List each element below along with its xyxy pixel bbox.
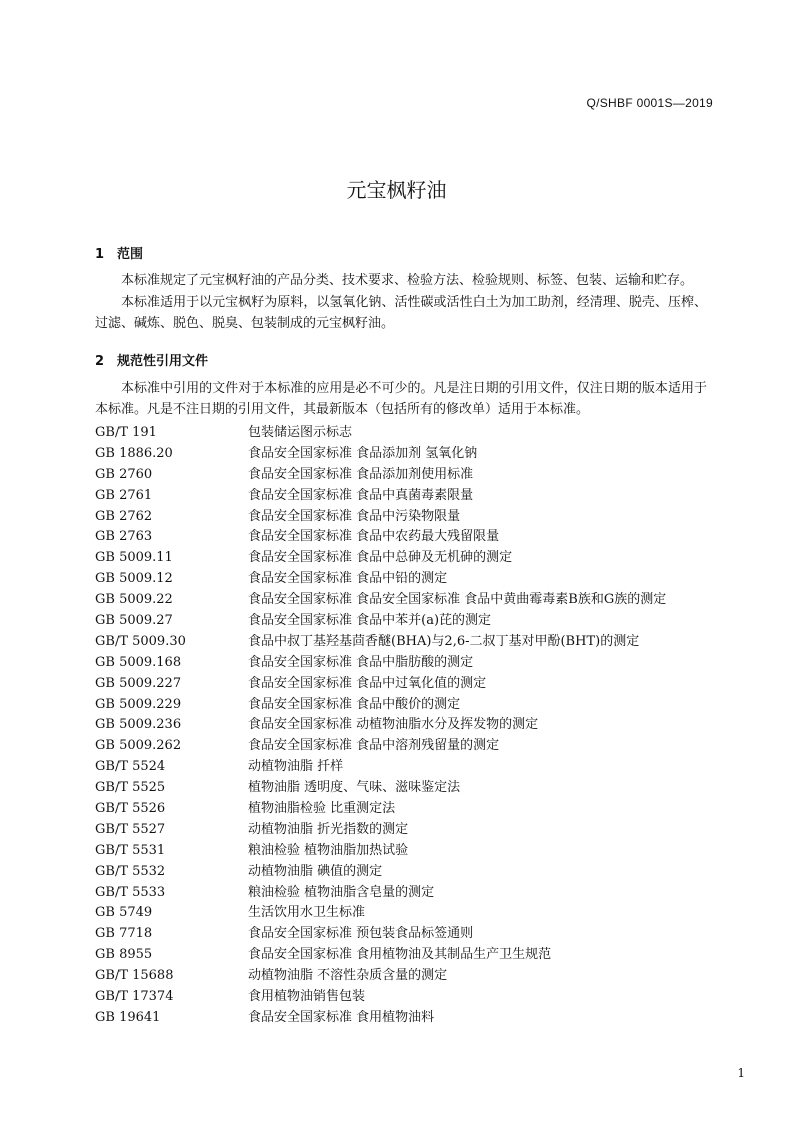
reference-row xyxy=(95,883,715,904)
reference-code: GB 5009.227 xyxy=(95,675,182,691)
reference-code: GB 5009.229 xyxy=(95,696,182,712)
reference-list xyxy=(95,423,715,1029)
section-2-heading xyxy=(95,350,208,369)
reference-code: GB 5009.27 xyxy=(95,613,173,629)
document-title: 元宝枫籽油 xyxy=(346,178,447,202)
reference-title: 粮油检验 植物油脂加热试验 xyxy=(248,842,409,858)
reference-code: GB 8955 xyxy=(95,947,153,963)
reference-code: GB/T 5524 xyxy=(95,759,166,775)
reference-row xyxy=(95,862,715,883)
reference-row xyxy=(95,695,715,716)
reference-title: 食品安全国家标准 食用植物油料 xyxy=(248,1009,435,1025)
section-2-title: 规范性引用文件 xyxy=(117,354,209,369)
reference-code: GB/T 15688 xyxy=(95,968,174,984)
reference-row xyxy=(95,757,715,778)
section-1-number: 1 xyxy=(95,247,105,262)
reference-title: 食品安全国家标准 食品中农药最大残留限量 xyxy=(248,529,500,545)
reference-title: 食品安全国家标准 食品中总砷及无机砷的测定 xyxy=(248,550,513,566)
section-1-heading xyxy=(95,243,143,262)
reference-title: 生活饮用水卫生标准 xyxy=(248,905,366,921)
reference-title: 食品安全国家标准 食品中脂肪酸的测定 xyxy=(248,654,474,670)
reference-row xyxy=(95,841,715,862)
reference-code: GB/T 5527 xyxy=(95,821,166,837)
reference-row xyxy=(95,903,715,924)
reference-title: 食品安全国家标准 食品中真菌毒素限量 xyxy=(248,487,474,503)
reference-title: 食品安全国家标准 食品中铅的测定 xyxy=(248,571,448,587)
reference-row xyxy=(95,486,715,507)
reference-row xyxy=(95,799,715,820)
reference-code: GB 5009.22 xyxy=(95,592,173,608)
reference-row xyxy=(95,548,715,569)
reference-title: 食品安全国家标准 食品中污染物限量 xyxy=(248,508,461,524)
reference-code: GB 5009.12 xyxy=(95,571,173,587)
reference-row xyxy=(95,778,715,799)
reference-title: 食品安全国家标准 食品中苯并(a)芘的测定 xyxy=(248,613,492,629)
reference-row xyxy=(95,966,715,987)
reference-code: GB/T 5009.30 xyxy=(95,633,186,649)
reference-title: 食品安全国家标准 食品添加剂使用标准 xyxy=(248,466,474,482)
reference-row xyxy=(95,736,715,757)
reference-code: GB/T 17374 xyxy=(95,989,174,1005)
reference-row xyxy=(95,507,715,528)
section-2-number: 2 xyxy=(95,354,105,369)
reference-row xyxy=(95,924,715,945)
reference-title: 植物油脂 透明度、气味、滋味鉴定法 xyxy=(248,780,461,796)
reference-row xyxy=(95,423,715,444)
reference-title: 动植物油脂 不溶性杂质含量的测定 xyxy=(248,968,448,984)
reference-row xyxy=(95,465,715,486)
reference-row xyxy=(95,820,715,841)
reference-code: GB/T 5533 xyxy=(95,884,166,900)
reference-title: 植物油脂检验 比重测定法 xyxy=(248,801,396,817)
reference-title: 食品安全国家标准 食品安全国家标准 食品中黄曲霉毒素B族和G族的测定 xyxy=(248,592,667,608)
reference-code: GB 7718 xyxy=(95,926,153,942)
reference-code: GB 2760 xyxy=(95,466,153,482)
page-number: 1 xyxy=(737,1066,745,1080)
reference-code: GB 2762 xyxy=(95,508,153,524)
reference-title: 食品安全国家标准 动植物油脂水分及挥发物的测定 xyxy=(248,717,539,733)
reference-code: GB 2761 xyxy=(95,487,153,503)
reference-code: GB/T 5532 xyxy=(95,863,166,879)
standard-code: Q/SHBF 0001S—2019 xyxy=(586,96,713,110)
reference-title: 食品安全国家标准 食品添加剂 氢氧化钠 xyxy=(248,445,478,461)
reference-title: 食品安全国家标准 食品中过氧化值的测定 xyxy=(248,675,487,691)
reference-row xyxy=(95,527,715,548)
reference-code: GB/T 5531 xyxy=(95,842,166,858)
reference-row xyxy=(95,590,715,611)
reference-title: 动植物油脂 折光指数的测定 xyxy=(248,821,409,837)
reference-code: GB 5009.262 xyxy=(95,738,182,754)
reference-row xyxy=(95,632,715,653)
reference-row xyxy=(95,1008,715,1029)
section-1-title: 范围 xyxy=(117,247,144,262)
reference-title: 食品安全国家标准 食品中溶剂残留量的测定 xyxy=(248,738,500,754)
reference-code: GB/T 191 xyxy=(95,425,157,440)
reference-row xyxy=(95,611,715,632)
reference-row xyxy=(95,674,715,695)
reference-code: GB/T 5526 xyxy=(95,801,166,817)
reference-row xyxy=(95,945,715,966)
section-1-paragraph-1: 本标准规定了元宝枫籽油的产品分类、技术要求、检验方法、检验规则、标签、包装、运输和贮存。 xyxy=(121,273,694,288)
reference-row xyxy=(95,653,715,674)
reference-row xyxy=(95,569,715,590)
reference-title: 食品安全国家标准 食品中酸价的测定 xyxy=(248,696,461,712)
reference-code: GB 1886.20 xyxy=(95,445,173,461)
reference-title: 食品安全国家标准 预包装食品标签通则 xyxy=(248,926,474,942)
reference-code: GB/T 5525 xyxy=(95,780,166,796)
reference-title: 食用植物油销售包装 xyxy=(248,989,366,1005)
reference-title: 食品中叔丁基羟基茴香醚(BHA)与2,6-二叔丁基对甲酚(BHT)的测定 xyxy=(248,633,640,649)
reference-code: GB 5749 xyxy=(95,905,153,921)
reference-title: 食品安全国家标准 食用植物油及其制品生产卫生规范 xyxy=(248,947,552,963)
reference-row xyxy=(95,444,715,465)
reference-code: GB 5009.11 xyxy=(95,550,173,566)
reference-code: GB 2763 xyxy=(95,529,153,545)
section-1-paragraph-2: 本标准适用于以元宝枫籽为原料，以氢氧化钠、活性碳或活性白土为加工助剂，经清理、脱壳、压榨、过滤、碱炼、脱色、脱臭、包装制成的元宝枫籽油。 xyxy=(95,295,707,331)
reference-title: 动植物油脂 扦样 xyxy=(248,759,344,775)
reference-title: 动植物油脂 碘值的测定 xyxy=(248,863,383,879)
section-2-paragraph-1: 本标准中引用的文件对于本标准的应用是必不可少的。凡是注日期的引用文件，仅注日期的版本适用于本标准。凡是不注日期的引用文件，其最新版本（包括所有的修改单）适用于本标准。 xyxy=(95,381,707,417)
reference-code: GB 19641 xyxy=(95,1009,161,1025)
reference-row xyxy=(95,987,715,1008)
reference-title: 粮油检验 植物油脂含皂量的测定 xyxy=(248,884,435,900)
reference-code: GB 5009.236 xyxy=(95,717,182,733)
reference-title: 包装储运图示标志 xyxy=(248,425,353,440)
reference-code: GB 5009.168 xyxy=(95,654,182,670)
reference-row xyxy=(95,715,715,736)
